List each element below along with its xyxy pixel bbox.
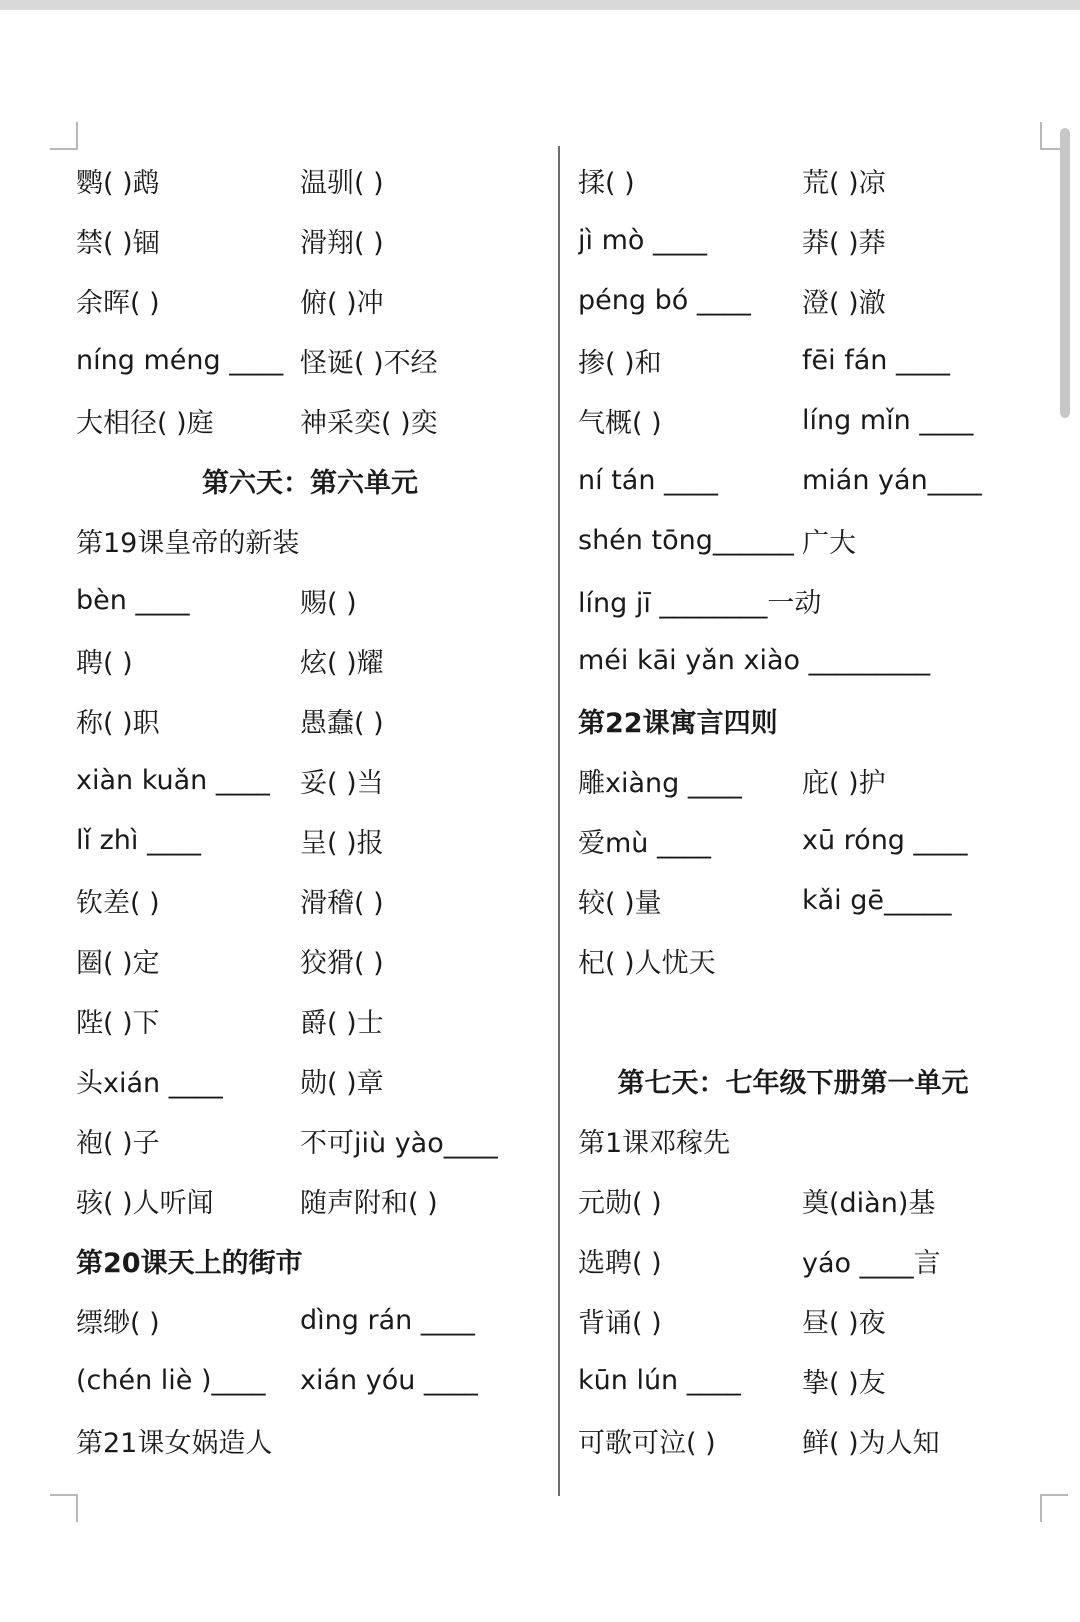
table-row <box>578 510 1008 570</box>
exercise-item: 妥( )当 <box>300 767 384 799</box>
table-row <box>76 150 544 210</box>
crop-mark-bottom-left <box>50 1494 78 1522</box>
table-row <box>578 210 1008 270</box>
scrollbar-thumb[interactable] <box>1060 128 1070 418</box>
exercise-item: xū róng ____ <box>802 824 968 856</box>
exercise-item: 俯( )冲 <box>300 287 384 319</box>
exercise-item: 鹦( )鹉 <box>76 167 160 199</box>
exercise-item: 挚( )友 <box>802 1367 886 1399</box>
exercise-item: 爵( )士 <box>300 1007 384 1039</box>
exercise-item: 勋( )章 <box>300 1067 384 1099</box>
lesson-title: 第21课女娲造人 <box>76 1427 273 1459</box>
section-heading: 第六天：第六单元 <box>202 467 418 499</box>
table-row <box>578 150 1008 210</box>
exercise-item: fēi fán ____ <box>802 344 950 376</box>
table-row <box>76 870 544 930</box>
spacer <box>578 990 1008 1050</box>
table-row <box>76 750 544 810</box>
exercise-item: líng mǐn ____ <box>802 404 974 436</box>
table-row <box>578 870 1008 930</box>
table-row <box>578 1230 1008 1290</box>
table-row <box>76 330 544 390</box>
exercise-item: 缥缈( ) <box>76 1307 160 1339</box>
crop-mark-top-left <box>50 122 78 150</box>
table-row <box>578 1350 1008 1410</box>
table-row <box>578 1290 1008 1350</box>
exercise-item: 狡猾( ) <box>300 947 384 979</box>
table-row <box>76 1110 544 1170</box>
exercise-item: jì mò ____ <box>578 224 707 256</box>
exercise-item: 钦差( ) <box>76 887 160 919</box>
exercise-item: 元勋( ) <box>578 1187 662 1219</box>
table-row <box>76 690 544 750</box>
exercise-item: 愚蠢( ) <box>300 707 384 739</box>
lesson-heading: 第20课天上的街市 <box>76 1247 303 1279</box>
table-row <box>578 390 1008 450</box>
exercise-item: 呈( )报 <box>300 827 384 859</box>
lesson-heading: 第22课寓言四则 <box>578 707 778 739</box>
table-row <box>76 930 544 990</box>
exercise-item: 昼( )夜 <box>802 1307 886 1339</box>
exercise-item: 揉( ) <box>578 167 635 199</box>
exercise-item: 神采奕( )奕 <box>300 407 438 439</box>
table-row <box>76 1170 544 1230</box>
exercise-item: líng jī ________一动 <box>578 587 822 619</box>
table-row <box>76 630 544 690</box>
exercise-item: kǎi gē_____ <box>802 884 952 916</box>
section-heading: 第七天：七年级下册第一单元 <box>617 1067 969 1099</box>
exercise-item: 陛( )下 <box>76 1007 160 1039</box>
exercise-item: (chén liè )____ <box>76 1364 266 1396</box>
exercise-item: mián yán____ <box>802 464 982 496</box>
table-row <box>76 1290 544 1350</box>
exercise-item: 头xián ____ <box>76 1067 223 1099</box>
exercise-item: yáo ____言 <box>802 1247 941 1279</box>
table-row <box>578 1410 1008 1470</box>
exercise-item: 温驯( ) <box>300 167 384 199</box>
top-bar <box>0 0 1080 10</box>
exercise-item: 选聘( ) <box>578 1247 662 1279</box>
table-row <box>578 270 1008 330</box>
exercise-item: 澄( )澈 <box>802 287 886 319</box>
exercise-item: 雕xiàng ____ <box>578 767 742 799</box>
exercise-item: 爱mù ____ <box>578 827 711 859</box>
exercise-item: 圈( )定 <box>76 947 160 979</box>
exercise-item: 鲜( )为人知 <box>802 1427 940 1459</box>
right-column <box>578 150 1008 1470</box>
exercise-item: péng bó ____ <box>578 284 751 316</box>
table-row <box>578 810 1008 870</box>
lesson-title: 第19课皇帝的新装 <box>76 527 300 559</box>
exercise-item: 称( )职 <box>76 707 160 739</box>
exercise-item: méi kāi yǎn xiào _________ <box>578 644 931 676</box>
exercise-item: 滑稽( ) <box>300 887 384 919</box>
left-column <box>76 150 544 1470</box>
exercise-item: 聘( ) <box>76 647 133 679</box>
exercise-item: 大相径( )庭 <box>76 407 214 439</box>
exercise-item: 袍( )子 <box>76 1127 160 1159</box>
exercise-item: 骇( )人听闻 <box>76 1187 214 1219</box>
exercise-item: 庇( )护 <box>802 767 886 799</box>
exercise-item: bèn ____ <box>76 584 190 616</box>
exercise-item: 赐( ) <box>300 587 357 619</box>
exercise-item: 滑翔( ) <box>300 227 384 259</box>
exercise-item: 余晖( ) <box>76 287 160 319</box>
exercise-item: ní tán ____ <box>578 464 719 496</box>
exercise-item: 怪诞( )不经 <box>300 347 438 379</box>
exercise-item: 广大 <box>802 527 856 559</box>
exercise-item: 可歌可泣( ) <box>578 1427 716 1459</box>
exercise-item: 掺( )和 <box>578 347 662 379</box>
table-row <box>76 1350 544 1410</box>
exercise-item: 背诵( ) <box>578 1307 662 1339</box>
column-divider <box>558 146 560 1496</box>
exercise-item: kūn lún ____ <box>578 1364 741 1396</box>
exercise-item: 莽( )莽 <box>802 227 886 259</box>
exercise-item: xián yóu ____ <box>300 1364 478 1396</box>
table-row <box>578 330 1008 390</box>
table-row <box>76 990 544 1050</box>
table-row <box>76 270 544 330</box>
table-row <box>76 210 544 270</box>
exercise-item: 随声附和( ) <box>300 1187 438 1219</box>
exercise-item: shén tōng______ <box>578 524 794 556</box>
table-row <box>76 570 544 630</box>
exercise-item: 较( )量 <box>578 887 662 919</box>
exercise-item: 奠(diàn)基 <box>802 1187 936 1219</box>
exercise-item: xiàn kuǎn ____ <box>76 764 270 796</box>
table-row <box>578 750 1008 810</box>
exercise-item: 禁( )锢 <box>76 227 160 259</box>
exercise-item: 炫( )耀 <box>300 647 384 679</box>
exercise-item: lǐ zhì ____ <box>76 824 201 856</box>
table-row <box>76 1050 544 1110</box>
exercise-item: 荒( )凉 <box>802 167 886 199</box>
table-row <box>578 450 1008 510</box>
exercise-item: dìng rán ____ <box>300 1304 475 1336</box>
exercise-item: 杞( )人忧天 <box>578 947 716 979</box>
exercise-item: níng méng ____ <box>76 344 284 376</box>
table-row <box>76 810 544 870</box>
exercise-item: 气概( ) <box>578 407 662 439</box>
lesson-title: 第1课邓稼先 <box>578 1127 731 1159</box>
table-row <box>578 1170 1008 1230</box>
table-row <box>76 390 544 450</box>
exercise-item: 不可jiù yào____ <box>300 1127 498 1159</box>
